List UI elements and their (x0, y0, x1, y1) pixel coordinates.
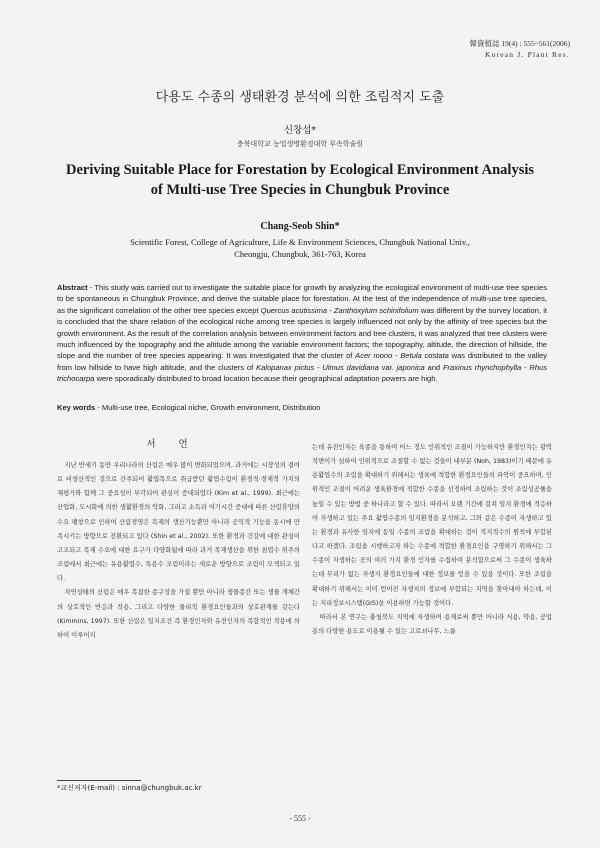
author-english: Chang-Seob Shin* (260, 221, 340, 232)
paper-title-english (40, 160, 560, 200)
separator: - (327, 305, 334, 315)
abstract (57, 282, 547, 385)
species-name: Ulmus davidiana (322, 362, 379, 372)
keywords (57, 403, 547, 412)
page-number: - 555 - (289, 814, 311, 823)
species-name: japonica (396, 362, 425, 372)
body-paragraph: 따라서 본 연구는 충청북도 지역에 자생하며 용재로써 뿐만 아니라 식용, 약용, 공업용의 다양한 용도로 이용될 수 있는 고로쇠나무, 느릅 (312, 613, 552, 636)
species-name: Zanthoxylum schinifolium (333, 305, 419, 315)
species-name: Kalopanax pictus (256, 362, 315, 372)
abstract-text-5: and (424, 362, 443, 372)
species-name: Quercus acutissima (260, 305, 328, 315)
corresponding-author-footnote: *교신저자(E-mail) : sinna@chungbuk.ac.kr (57, 784, 202, 792)
affiliation-english (60, 236, 540, 260)
species-name: Betula costata (400, 351, 449, 361)
journal-citation (469, 38, 570, 60)
paper-title-korean: 다용도 수종의 생태환경 분석에 의한 조림적지 도출 (155, 90, 445, 105)
keywords-text: - Multi-use tree, Ecological niche, Growth environment, Distribution (95, 403, 321, 412)
author-korean: 신창섭* (283, 125, 317, 136)
body-paragraph: 자연상태의 산림은 매우 복잡한 종구성을 가질 뿐만 아니라 생물종간 또는 생물 개체간의 상호적인 반응과 작용, 그리고 다양한 물리적 환경요인들과의 상호관계를 갖는다 (Kimmins, 1997). 또한 산림은 일지조건 즉 환경인자와 유전인자의 복합적인 작용에 의하여 이루어지 (57, 589, 300, 639)
body-column-right (312, 441, 552, 801)
separator: - (521, 362, 530, 372)
species-name: Acer mono (355, 351, 393, 361)
abstract-text-2: was different by the survey location, it is concluded that the share relation of the ecological niche among tree species is largely influenced not only by the affinity of tree species but the growth environment. As the result of the correlation analysis between environment factors and tree clusters, it was analyzed that tree clusters were much influenced by the topography and the altitude among the variable environment factors; the topography, altitude, the direction of hillside, the slope and the number of tree species appearing. It was investigated that the cluster of (57, 305, 547, 361)
species-name: Fraxinus rhynchophylla (442, 362, 522, 372)
separator: - (392, 351, 401, 361)
separator: - (314, 362, 323, 372)
affiliation-english-line2: Cheongju, Chungbuk, 361-763, Korea (234, 249, 366, 259)
footnote-divider (57, 780, 141, 781)
body-paragraph: 는데 유전인자는 육종을 통하여 어느 정도 인위적인 조절이 가능하지만 환경인자는 광역적변이가 심하여 인위적으로 조절할 수 없는 것들이 대부분 (Noh, 1983)이기 때문에 유용활엽수의 조림을 확대하기 위해서는 생육에 적합한 환경요인들의 파악이 중요하며, 인위적인 조절이 어려운 생육환경에 적합한 수종을 선정하여 조림하는 것이 조림성공률을 높일 수 있는 방법 중 하나라고 할 수 있다. 따라서 오랜 기간에 걸쳐 임지 환경에 적응하여 자생하고 있는 주요 활엽수종의 임지환경을 분석하고, 그와 같은 수종이 자생하고 있는 환경과 유사한 임지에 동일 수종의 조림을 확대하는 것이 적지적수의 원칙에 부합된다고 하겠다. 조림을 시행하고자 하는 수종에 적합한 환경요인을 구명하기 위해서는 그 수종이 자생하는 곳의 여러 가지 환경 인자를 수집하여 분석함으로써 그 수종이 생육하는데 무리가 없는 자생지 환경요인들에 대한 정보를 얻을 수 있을 것이다. 또한 조림을 확대하기 위해서는 이미 얻어진 자생지의 정보에 부합되는 지역을 찾아내야 하는데, 이는 지리정보시스템(GIS)을 이용하면 가능할 것이다. (312, 444, 552, 607)
body-paragraph: 지난 반세기 동안 우리나라의 산림은 매우 많이 변화되었으며, 과거에는 시장성의 결여로 비생산적인 것으로 간주되어 활엽목으로 취급받던 활엽수림이 환경적·경제적 가치의 재평가와 함께 그 중요성이 부각되어 관심이 증대되었다 (Kim et al., 1999). 최근에는 산업화, 도시화에 의한 생활환경의 악화, 그리고 소득과 여가시간 증대에 따른 산림휴양의 수요 팽창으로 인하여 산림경영은 목재의 생산기능뿐만 아니라 공익적 기능을 동시에 만족시키는 방향으로 전환되고 있다 (Shin et al., 2002). 또한 환경과 건강에 대한 관심이 고조되고 목재 수요에 대한 요구가 다양화됨에 따라 과거 목재생산을 위한 침엽수 위주의 조림에서 최근에는 유용활엽수, 특용수 조림이라는 새로운 방향으로 조림이 모색되고 있다. (57, 462, 300, 583)
abstract-text-4: var. (378, 362, 397, 372)
species-name: Rhus trichocarpa (57, 362, 547, 384)
abstract-text-3: was distributed to the valley from low hillside to have high altitude, and the clusters of (57, 351, 547, 372)
body-column-left (57, 459, 300, 779)
abstract-label: Abstract (57, 283, 88, 292)
abstract-text-1: - This study was carried out to investigate the suitable place for growth by analyzing the ecological environment of multi-use tree species to be spontaneous in Chungbuk Province, and derive the suitable place for forestation. At the test of the independence of multi-use tree species, as the significant correlation of the other tree species except (57, 283, 547, 315)
journal-citation-en: Korean J. Plant Res. (484, 50, 570, 59)
paper-title-english-line1: Deriving Suitable Place for Forestation by Ecological Environment Analysis (65, 162, 535, 178)
section-heading-introduction: 서 언 (146, 439, 198, 450)
paper-title-english-line2: of Multi-use Tree Species in Chungbuk Province (150, 182, 450, 198)
keywords-label: Key words (57, 403, 96, 412)
affiliation-english-line1: Scientific Forest, College of Agriculture, Life & Environment Sciences, Chungbuk National Univ., (130, 237, 470, 247)
affiliation-korean: 충북대학교 농업생명환경대학 부속학술림 (236, 140, 364, 148)
journal-citation-ko: 韓資植誌 19(4) : 555~561(2006) (469, 39, 570, 48)
abstract-text-6: were sporadically distributed to broad location because their geographical adaptation powers are high. (94, 374, 438, 384)
